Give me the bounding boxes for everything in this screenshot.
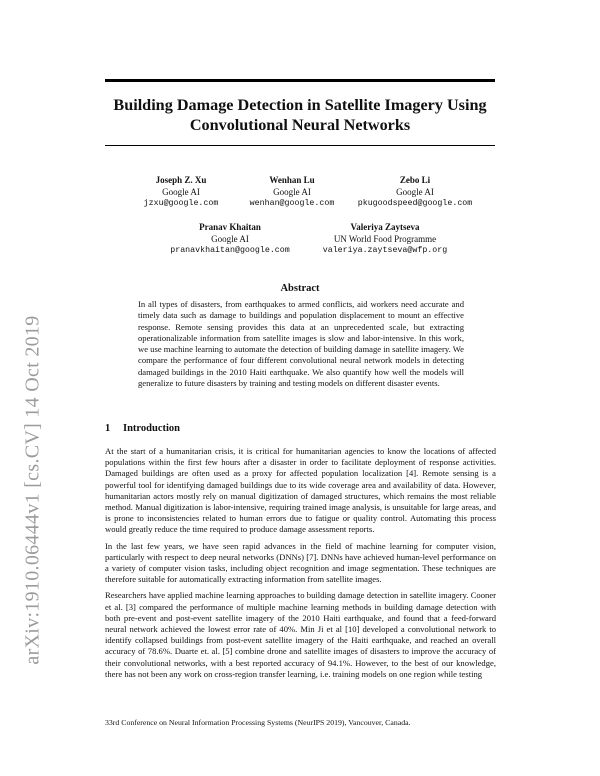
author-email: jzxu@google.com (143, 199, 219, 208)
author-name: Pranav Khaitan (199, 222, 261, 232)
section-number: 1 (105, 423, 111, 434)
author-affiliation: Google AI (273, 186, 311, 197)
section-title: Introduction (123, 423, 180, 434)
section-body (105, 446, 496, 685)
author-block (340, 175, 490, 210)
author-affiliation: UN World Food Programme (333, 233, 437, 244)
body-paragraph: At the start of a humanitarian crisis, it is critical for humanitarian agencies to know the locations of affected populations within the first few hours after a disaster in order to facilitate deployment of response activities. Damaged buildings are often used as a proxy for affected population localization [4]. Remote sensing is a powerful tool for identifying damaged buildings due to its wide coverage area and availability of data. However, humanitarian actors mostly rely on manual digitization of damaged structures, which remains the most reliable method. Manual digitization is labor-intensive, requiring trained image analysis, is unsuitable for large areas, and is prone to inconsistencies related to human errors due to fatigue or quality control. Automating this process would greatly reduce the time required to produce damage assessment reports. (105, 446, 496, 535)
author-email: pkugoodspeed@google.com (357, 199, 473, 208)
body-paragraph: In the last few years, we have seen rapid advances in the field of machine learning for computer vision, particularly with respect to deep neural networks (DNNs) [7]. DNNs have achieved human-level performance on a variety of computer vision tasks, including object recognition and image segmentation. These techniques are therefore suitable for automatically extracting information from satellite images. (105, 540, 496, 585)
author-affiliation: Google AI (396, 186, 434, 197)
paper-title: Building Damage Detection in Satellite Imagery Using Convolutional Neural Networks (113, 96, 487, 134)
author-block (126, 175, 236, 210)
author-block (165, 222, 295, 257)
arxiv-identifier-text: arXiv:1910.06444v1 [cs.CV] 14 Oct 2019 (21, 315, 44, 665)
abstract-text: In all types of disasters, from earthquakes to armed conflicts, aid workers need accurate and timely data such as damage to buildings and population displacement to mount an effective response. Remote sensing provides this data at an unprecedented scale, but extracting operationalizable information from satellite images is slow and labor-intensive. In this work, we use machine learning to automate the detection of building damage in satellite imagery. We compare the performance of four different convolutional neural network models in detecting damaged buildings in the 2010 Haiti earthquake. We also quantify how well the models will generalize to future disasters by training and testing models on different disaster events. (138, 299, 464, 389)
body-paragraph: Researchers have applied machine learning approaches to building damage detection in satellite imagery. Cooner et al. [3] compared the performance of multiple machine learning methods in building damage detection with both pre-event and post-event satellite imagery of the 2010 Haiti earthquake, and found that a feed-forward neural network achieved the lowest error rate of 40%. Min Ji et al [10] developed a convolutional network to identify collapsed buildings from post-event satellite imagery of the Haiti earthquake, and reached an overall accuracy of 78.6%. Duarte et. al. [5] combine drone and satellite images of disasters to improve the accuracy of their convolutional networks, with a best reported accuracy of 94.1%. However, to the best of our knowledge, there has not been any work on cross-region transfer learning, i.e. training models on one region while testing (105, 590, 496, 679)
title-rule-bottom (105, 145, 495, 146)
author-affiliation: Google AI (211, 233, 249, 244)
author-email: wenhan@google.com (249, 199, 335, 208)
author-block (232, 175, 352, 210)
author-affiliation: Google AI (162, 186, 200, 197)
author-name: Valeriya Zaytseva (350, 222, 420, 232)
title-rule-top (105, 79, 495, 82)
author-email: valeriya.zaytseva@wfp.org (322, 246, 448, 255)
section-heading (105, 423, 180, 434)
conference-footnote: 33rd Conference on Neural Information Processing Systems (NeurIPS 2019), Vancouver, Canada. (105, 718, 411, 727)
author-name: Joseph Z. Xu (155, 175, 207, 185)
author-email: pranavkhaitan@google.com (170, 246, 290, 255)
abstract-heading: Abstract (280, 283, 320, 294)
author-block (315, 222, 455, 257)
author-name: Zebo Li (399, 175, 431, 185)
author-name: Wenhan Lu (269, 175, 315, 185)
